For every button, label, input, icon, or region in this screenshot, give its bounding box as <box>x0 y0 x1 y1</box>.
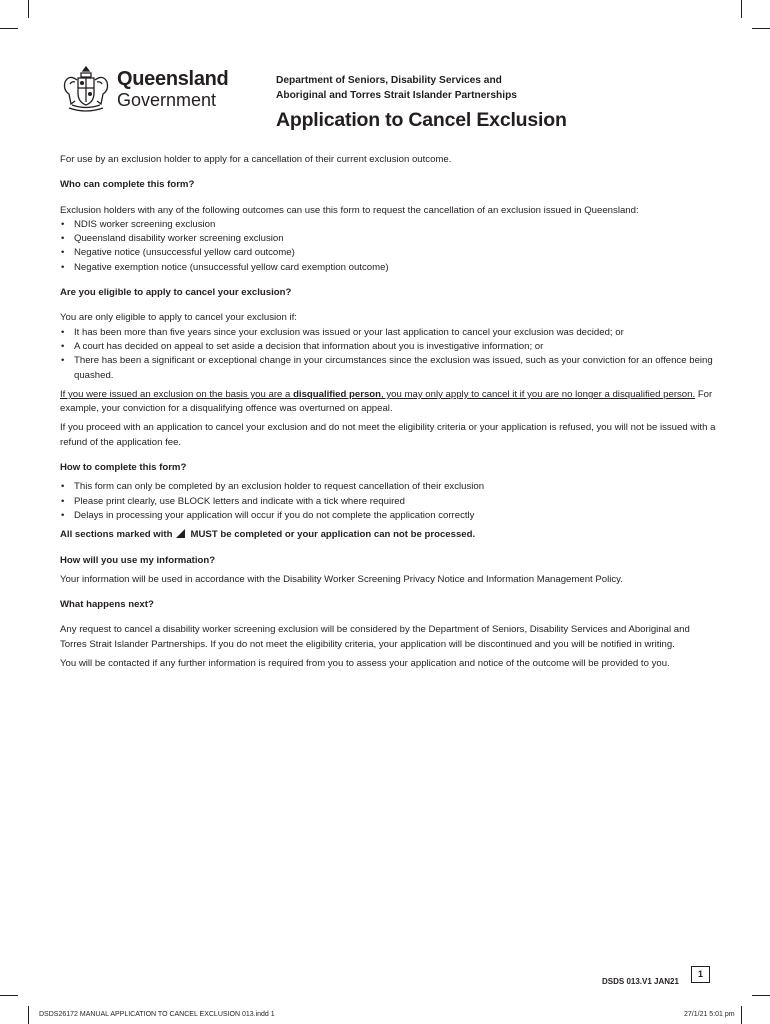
who-text: Exclusion holders with any of the following outcomes can use this form to request the cancellation of an exclusion issued in Queensland: <box>60 204 639 216</box>
list-item: • Delays in processing your application will occur if you do not complete the application correctly <box>60 509 716 523</box>
print-slug-date: 27/1/21 5:01 pm <box>684 1011 735 1018</box>
info-heading: How will you use my information? <box>60 554 216 566</box>
logo-wordmark-line2: Government <box>117 90 217 110</box>
next-text-1: Any request to cancel a disability worker screening exclusion will be considered by the Department of Seniors, Disability Services and Aboriginal and Torres Strait Islander Partnerships. If you do not meet the eligibility criteria, your application will be discontinued and you will be notified in writing. <box>60 624 690 650</box>
next-heading: What happens next? <box>60 599 154 611</box>
mandatory-sections-note <box>60 528 716 542</box>
info-text: Your information will be used in accordance with the Disability Worker Screening Privacy Notice and Information Management Policy. <box>60 573 623 585</box>
queensland-government-logo <box>60 64 230 116</box>
who-list <box>60 218 716 275</box>
list-item: • Please print clearly, use BLOCK letters and indicate with a tick where required <box>60 495 716 509</box>
who-heading: Who can complete this form? <box>60 179 195 191</box>
eligible-list <box>60 326 716 383</box>
mandatory-note-prefix: All sections marked with <box>60 529 173 541</box>
crop-mark <box>0 995 18 996</box>
crop-mark <box>28 1006 29 1024</box>
proceed-text: If you proceed with an application to cancel your exclusion and do not meet the eligibility criteria or your application is refused, you will not be issued with a refund of the application fee. <box>60 422 716 448</box>
crop-mark <box>28 0 29 18</box>
disqualified-text-1: If you were issued an exclusion on the basis you are a <box>60 388 294 400</box>
list-item: • A court has decided on appeal to set aside a decision that information about you is investigative information; or <box>60 340 716 354</box>
department-line-1: Department of Seniors, Disability Services and <box>276 75 502 86</box>
next-text-2: You will be contacted if any further information is required from you to assess your application and notice of the outcome will be provided to you. <box>60 658 670 670</box>
form-instructions <box>60 153 716 671</box>
crop-mark <box>0 28 18 29</box>
list-item: • It has been more than five years since your exclusion was issued or your last application to cancel your exclusion was decided; or <box>60 326 716 340</box>
list-item: • NDIS worker screening exclusion <box>60 218 716 232</box>
crop-mark <box>741 0 742 18</box>
disqualified-text-3: For example, your conviction for a disqualifying offence was overturned on appeal. <box>60 388 713 415</box>
crop-mark <box>752 995 770 996</box>
mandatory-triangle-icon <box>176 529 185 538</box>
disqualified-person-term: disqualified person <box>293 388 382 400</box>
form-reference: DSDS 013.V1 JAN21 <box>602 977 679 986</box>
logo-wordmark-line1: Queensland <box>117 68 229 90</box>
list-item: • There has been a significant or exceptional change in your circumstances since the exclusion was issued, such as your conviction for an offence being quashed. <box>60 354 716 383</box>
mandatory-note-suffix: MUST be completed or your application can not be processed. <box>190 529 476 541</box>
crop-mark <box>741 1006 742 1024</box>
page-number: 1 <box>691 966 710 983</box>
crop-mark <box>752 28 770 29</box>
disqualified-text-2: , you may only apply to cancel it if you are no longer a disqualified person. <box>381 388 696 400</box>
coat-of-arms-icon <box>60 64 112 116</box>
list-item: • This form can only be completed by an exclusion holder to request cancellation of their exclusion <box>60 480 716 494</box>
list-item: • Negative notice (unsuccessful yellow card outcome) <box>60 246 716 260</box>
disqualified-paragraph <box>60 388 716 417</box>
how-heading: How to complete this form? <box>60 462 187 474</box>
list-item: • Negative exemption notice (unsuccessful yellow card exemption outcome) <box>60 261 716 275</box>
print-slug-filename: DSDS26172 MANUAL APPLICATION TO CANCEL EXCLUSION 013.indd 1 <box>39 1011 275 1018</box>
intro-text: For use by an exclusion holder to apply for a cancellation of their current exclusion outcome. <box>60 154 452 165</box>
department-line-2: Aboriginal and Torres Strait Islander Partnerships <box>276 90 517 101</box>
eligible-heading: Are you eligible to apply to cancel your exclusion? <box>60 287 292 299</box>
page-title: Application to Cancel Exclusion <box>276 109 567 131</box>
department-name <box>276 73 517 103</box>
eligible-text: You are only eligible to apply to cancel your exclusion if: <box>60 312 297 324</box>
how-list <box>60 480 716 523</box>
list-item: • Queensland disability worker screening exclusion <box>60 232 716 246</box>
